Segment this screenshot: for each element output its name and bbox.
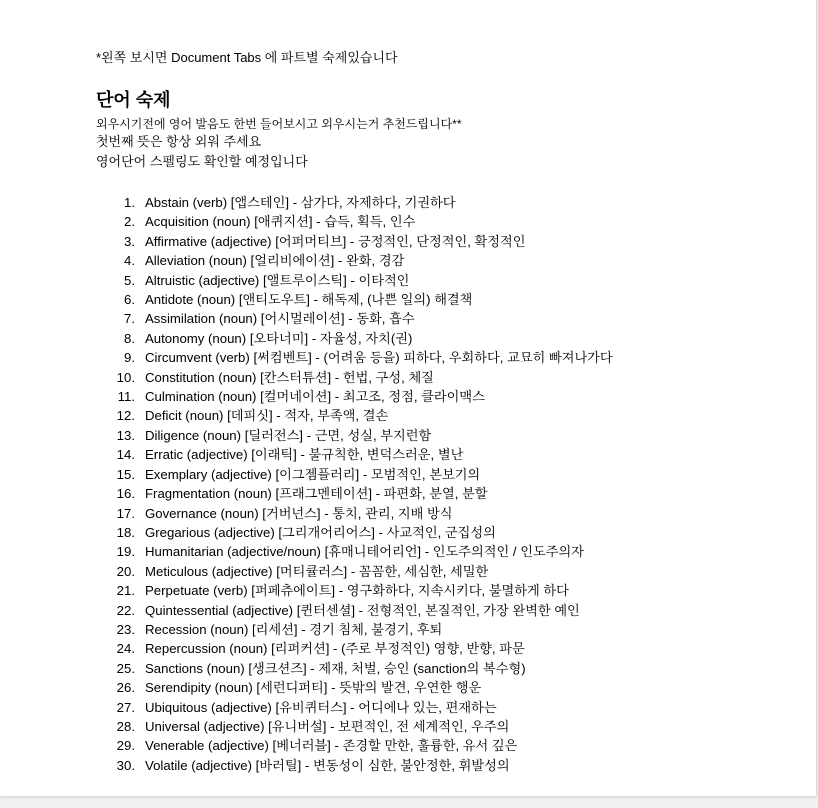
list-item xyxy=(96,717,736,736)
list-item-number: 26. xyxy=(116,680,135,696)
list-item-text: Deficit (noun) [데피싯] - 적자, 부족액, 결손 xyxy=(145,408,389,424)
list-item-text: Culmination (noun) [컬머네이션] - 최고조, 정점, 클라이맥스 xyxy=(145,389,485,405)
list-item-text: Recession (noun) [리세션] - 경기 침체, 불경기, 후퇴 xyxy=(145,621,443,637)
list-item-text: Quintessential (adjective) [퀸터센셜] - 전형적인, 본질적인, 가장 완벽한 예인 xyxy=(145,602,580,618)
list-item xyxy=(96,484,736,503)
intro-line: 첫번째 뜻은 항상 외워 주세요 xyxy=(96,134,262,149)
list-item xyxy=(96,251,736,270)
list-item xyxy=(96,193,736,212)
list-item-text: Acquisition (noun) [애퀴지션] - 습득, 획득, 인수 xyxy=(145,214,416,230)
list-item-number: 30. xyxy=(116,757,135,773)
list-item-text: Abstain (verb) [앱스테인] - 삼가다, 자제하다, 기권하다 xyxy=(145,195,456,210)
list-item xyxy=(96,678,736,697)
list-item xyxy=(96,523,736,542)
list-item-text: Antidote (noun) [앤티도우트] - 해독제, (나쁜 일의) 해결책 xyxy=(145,292,473,308)
list-item-number: 24. xyxy=(116,641,135,657)
list-item-text: Exemplary (adjective) [이그젬플러리] - 모범적인, 본보기의 xyxy=(145,466,481,482)
intro-line: 외우시기전에 영어 발음도 한번 들어보시고 외우시는거 추천드립니다** xyxy=(96,117,462,131)
list-item-text: Alleviation (noun) [얼리비에이션] - 완화, 경감 xyxy=(145,253,405,269)
list-item xyxy=(96,639,736,658)
list-item-text: Perpetuate (verb) [퍼페츄에이트] - 영구화하다, 지속시키다, 불멸하게 하다 xyxy=(145,583,569,599)
list-item-number: 21. xyxy=(116,583,135,599)
list-item-text: Fragmentation (noun) [프래그멘테이션] - 파편화, 분열, 분할 xyxy=(145,486,488,502)
list-item-text: Affirmative (adjective) [어퍼머티브] - 긍정적인, 단정적인, 확정적인 xyxy=(145,233,526,249)
list-item xyxy=(96,290,736,309)
list-item-number: 8. xyxy=(124,330,135,346)
list-item-text: Repercussion (noun) [리퍼커션] - (주로 부정적인) 영향, 반향, 파문 xyxy=(145,641,525,657)
list-item-number: 15. xyxy=(116,466,135,482)
list-item xyxy=(96,271,736,290)
list-item-number: 6. xyxy=(124,292,135,308)
list-item-text: Circumvent (verb) [써컴벤트] - (어려움 등을) 피하다, 우회하다, 교묘히 빠져나가다 xyxy=(145,350,613,366)
list-item-text: Sanctions (noun) [생크션즈] - 제재, 처벌, 승인 (sanction의 복수형) xyxy=(145,660,526,676)
list-item-number: 4. xyxy=(124,253,135,269)
list-item-text: Constitution (noun) [칸스터튜션] - 헌법, 구성, 체질 xyxy=(145,369,434,385)
list-item xyxy=(96,601,736,620)
list-item-number: 28. xyxy=(116,718,135,734)
list-item-number: 3. xyxy=(124,233,135,249)
vocabulary-list xyxy=(96,193,736,775)
list-item xyxy=(96,212,736,231)
list-item-text: Meticulous (adjective) [머티큘러스] - 꼼꼼한, 세심한, 세밀한 xyxy=(145,563,489,579)
list-item-text: Governance (noun) [거버넌스] - 통치, 관리, 지배 방식 xyxy=(145,505,453,521)
list-item xyxy=(96,504,736,523)
list-item-text: Volatile (adjective) [바러틸] - 변동성이 심한, 불안정한, 휘발성의 xyxy=(145,757,510,773)
tabs-note: *왼쪽 보시면 Document Tabs 에 파트별 숙제있습니다 xyxy=(96,50,398,65)
list-item-text: Gregarious (adjective) [그리개어리어스] - 사교적인, 군집성의 xyxy=(145,524,496,540)
list-item-number: 12. xyxy=(116,408,135,424)
document-body[interactable] xyxy=(96,48,736,775)
intro-block xyxy=(96,116,736,172)
list-item-number: 20. xyxy=(116,563,135,579)
list-item xyxy=(96,698,736,717)
list-item-number: 29. xyxy=(116,738,135,754)
list-item-number: 10. xyxy=(116,369,135,385)
list-item-number: 23. xyxy=(116,621,135,637)
list-item-number: 1. xyxy=(124,195,135,210)
list-item-text: Venerable (adjective) [베너러블] - 존경할 만한, 훌륭한, 유서 깊은 xyxy=(145,738,518,754)
list-item-number: 13. xyxy=(116,427,135,443)
list-item-number: 5. xyxy=(124,272,135,288)
list-item xyxy=(96,562,736,581)
list-item-text: Altruistic (adjective) [앨트루이스틱] - 이타적인 xyxy=(145,272,410,288)
list-item-number: 16. xyxy=(116,486,135,502)
list-item-text: Serendipity (noun) [세런디퍼티] - 뜻밖의 발견, 우연한 행운 xyxy=(145,680,482,696)
list-item-number: 14. xyxy=(116,447,135,463)
intro-line: 영어단어 스펠링도 확인할 예정입니다 xyxy=(96,154,308,169)
list-item-number: 11. xyxy=(117,389,135,405)
list-item xyxy=(96,620,736,639)
list-item xyxy=(96,659,736,678)
list-item-number: 9. xyxy=(124,350,135,366)
list-item-text: Universal (adjective) [유니버설] - 보편적인, 전 세계적인, 우주의 xyxy=(145,718,510,734)
list-item-number: 25. xyxy=(116,660,135,676)
list-item xyxy=(96,581,736,600)
list-item-text: Autonomy (noun) [오타너미] - 자율성, 자치(권) xyxy=(145,330,413,346)
list-item-number: 19. xyxy=(116,544,135,560)
list-item xyxy=(96,542,736,561)
list-item xyxy=(96,756,736,775)
page-title: 단어 숙제 xyxy=(96,90,171,110)
list-item-text: Ubiquitous (adjective) [유비퀴터스] - 어디에나 있는, 편재하는 xyxy=(145,699,497,715)
list-item-number: 18. xyxy=(116,524,135,540)
list-item-number: 7. xyxy=(124,311,135,327)
list-item-number: 27. xyxy=(116,699,135,715)
list-item-text: Erratic (adjective) [이래틱] - 불규칙한, 변덕스러운, 별난 xyxy=(145,447,464,463)
list-item-number: 2. xyxy=(124,214,135,230)
list-item xyxy=(96,445,736,464)
list-item xyxy=(96,465,736,484)
list-item-text: Humanitarian (adjective/noun) [휴매니테어리언] - 인도주의적인 / 인도주의자 xyxy=(145,544,584,560)
list-item xyxy=(96,348,736,367)
list-item-text: Assimilation (noun) [어시멀레이션] - 동화, 흡수 xyxy=(145,311,415,327)
list-item-number: 17. xyxy=(116,505,135,521)
list-item xyxy=(96,387,736,406)
list-item-number: 22. xyxy=(116,602,135,618)
list-item xyxy=(96,309,736,328)
list-item xyxy=(96,329,736,348)
list-item-text: Diligence (noun) [딜러전스] - 근면, 성실, 부지런함 xyxy=(145,427,432,443)
list-item xyxy=(96,406,736,425)
list-item xyxy=(96,368,736,387)
list-item xyxy=(96,736,736,755)
list-item xyxy=(96,426,736,445)
list-item xyxy=(96,232,736,251)
